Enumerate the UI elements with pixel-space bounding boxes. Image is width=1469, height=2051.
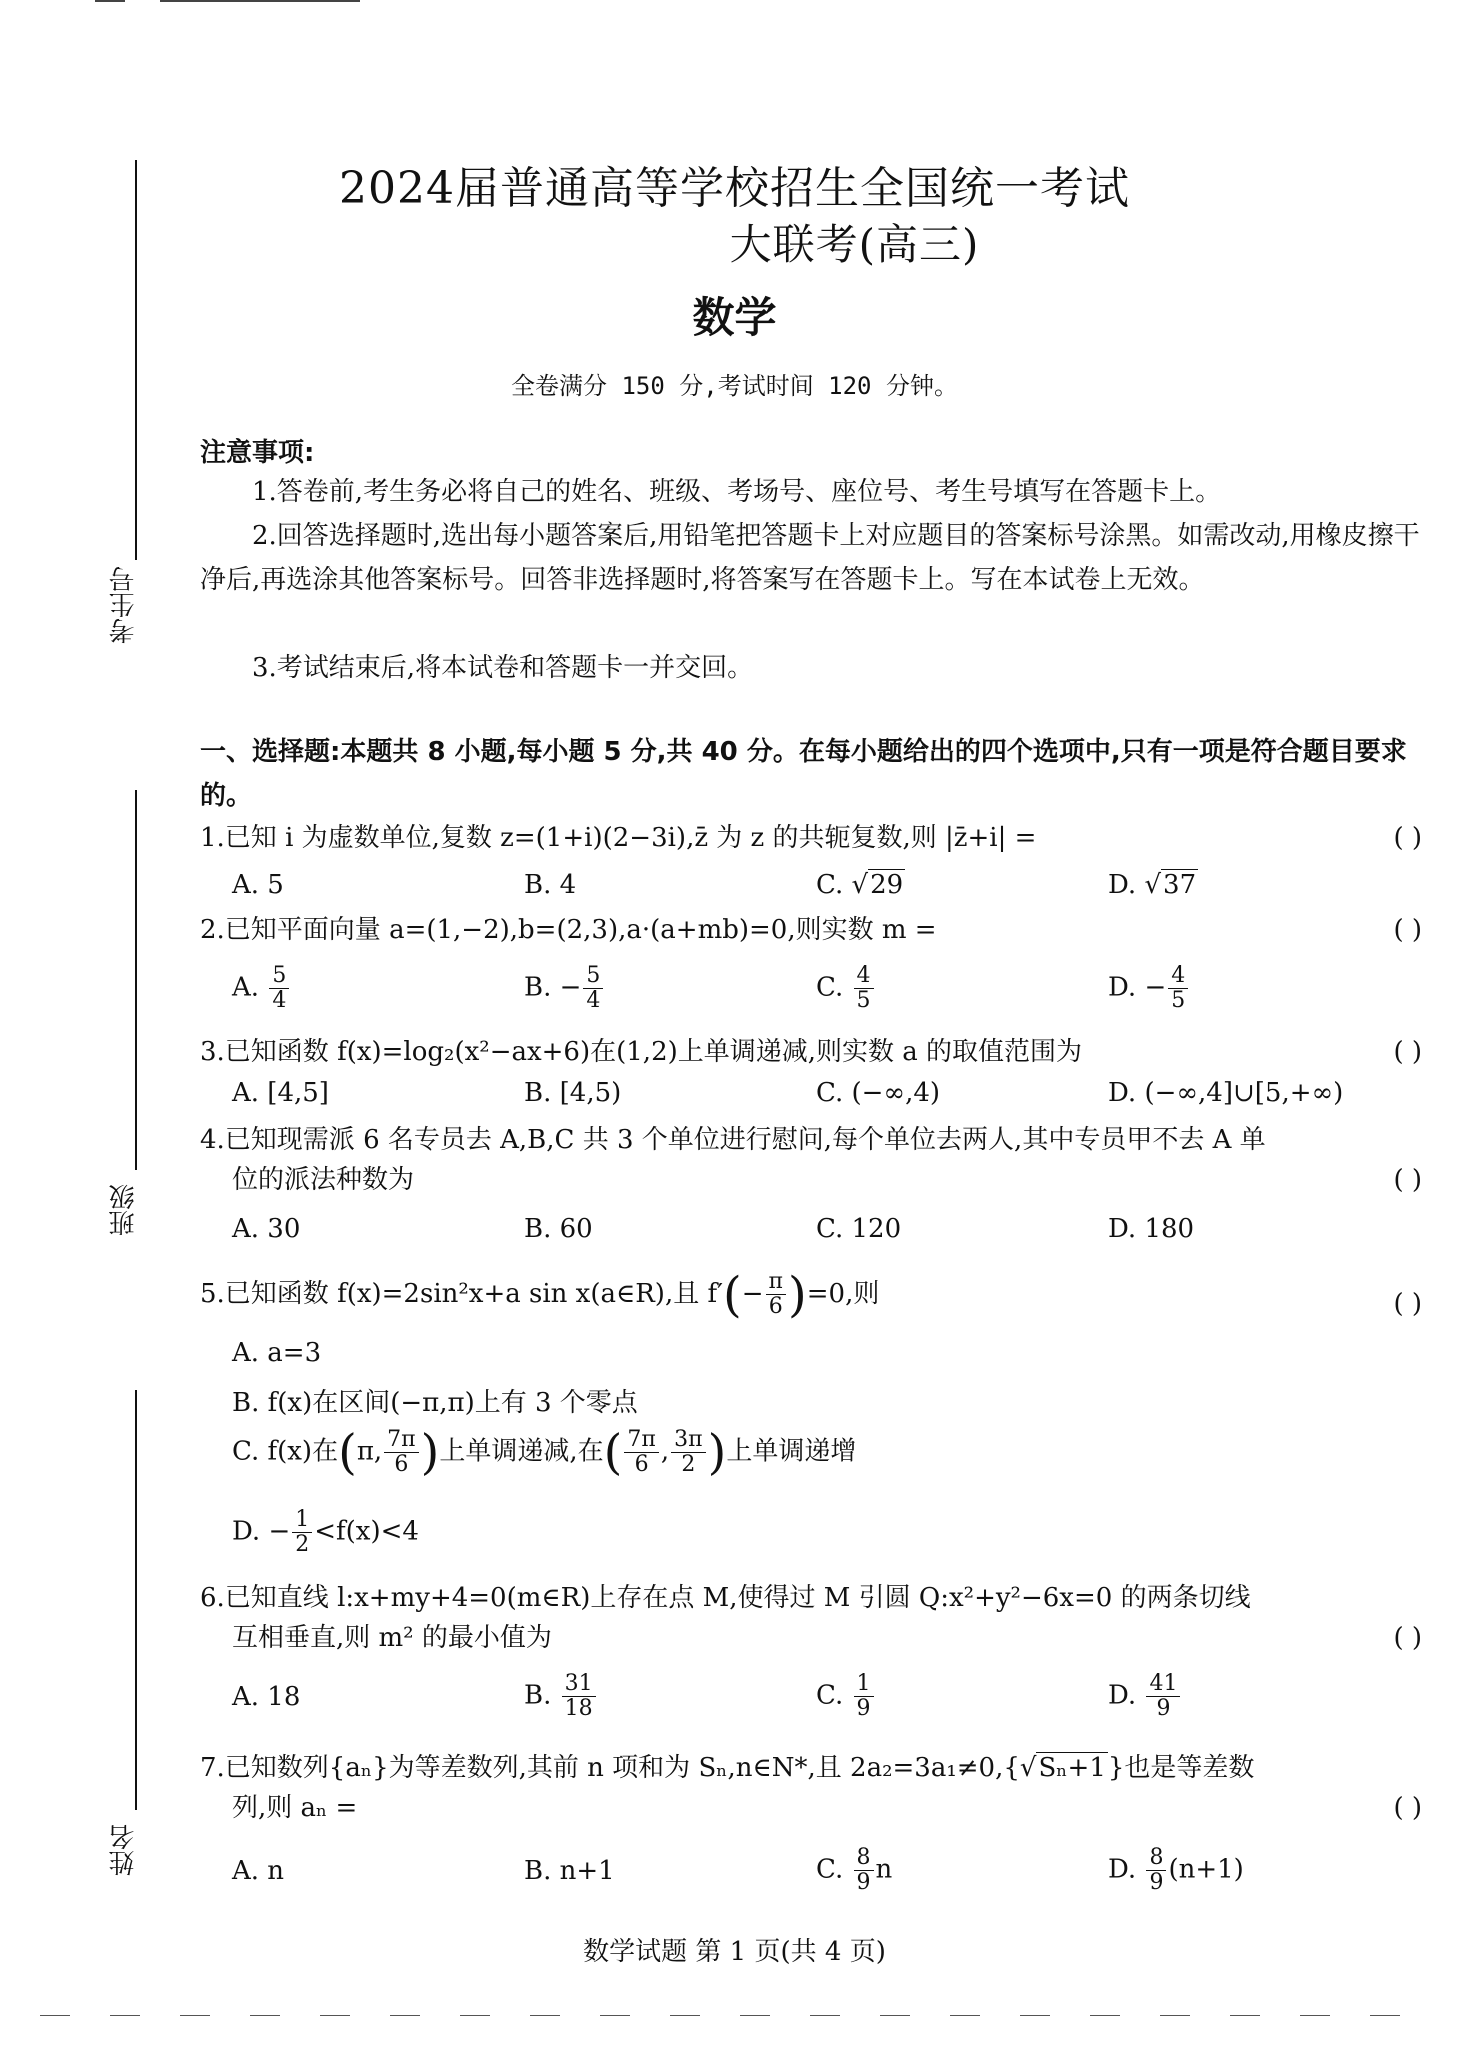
option-d: D. $\frac{8}{9}$ (n+1) (1108, 1845, 1244, 1895)
option-a: A. n (232, 1856, 285, 1886)
option-b: B. 60 (524, 1214, 593, 1244)
question-stem: 列,则 aₙ = (232, 1793, 358, 1823)
notice-item-1: 1.答卷前,考生务必将自己的姓名、班级、考场号、座位号、考生号填写在答题卡上。 (252, 477, 1222, 507)
answer-paren: ( ) (1393, 1623, 1422, 1653)
question-4 (200, 1120, 1422, 1200)
option-b: B. f(x)在区间(−π,π)上有 3 个零点 (232, 1388, 638, 1418)
score-info: 全卷满分 150 分,考试时间 120 分钟。 (511, 372, 958, 400)
option-a: A. 5 (232, 870, 284, 900)
option-b: B. − $\frac{5}{4}$ (524, 964, 605, 1013)
question-stem: 6.已知直线 l:x+my+4=0(m∈R)上存在点 M,使得过 M 引圆 Q:x²+y²−6x=0 的两条切线 (200, 1583, 1251, 1613)
section-heading: 一、选择题:本题共 8 小题,每小题 5 分,共 40 分。在每小题给出的四个选项中,只有一项是符合题目要求的。 (200, 737, 1407, 811)
option-d: D. − $\frac{4}{5}$ (1108, 964, 1190, 1013)
question-3 (200, 1032, 1422, 1072)
option-d: D. $\frac{41}{9}$ (1108, 1672, 1182, 1721)
option-a: A. 30 (232, 1214, 301, 1244)
option-b: B. 4 (524, 870, 577, 900)
option-d: D. (−∞,4]∪[5,+∞) (1108, 1078, 1344, 1108)
option-d: D. 180 (1108, 1214, 1195, 1244)
answer-paren: ( ) (1393, 1037, 1422, 1067)
notice-item-3: 3.考试结束后,将本试卷和答题卡一并交回。 (252, 653, 754, 683)
page-footer: 数学试题 第 1 页(共 4 页) (583, 1937, 886, 1967)
option-c: C. √29 (816, 870, 904, 900)
top-dash (95, 0, 125, 2)
option-c: C. $\frac{8}{9}$ n (816, 1845, 893, 1895)
option-d: D. − $\frac{1}{2}$ <f(x)<4 (232, 1507, 419, 1557)
question-stem: 位的派法种数为 (232, 1165, 415, 1195)
answer-paren: ( ) (1393, 1165, 1422, 1195)
question-6 (200, 1578, 1422, 1658)
option-c: C. $\frac{4}{5}$ (816, 964, 876, 1013)
exam-subtitle: 大联考(高三) (729, 220, 980, 269)
option-c: C. $\frac{1}{9}$ (816, 1672, 876, 1721)
notice-item-2: 2.回答选择题时,选出每小题答案后,用铅笔把答题卡上对应题目的答案标号涂黑。如需改动,用橡皮擦干净后,再选涂其他答案标号。回答非选择题时,将答案写在答题卡上。写在本试卷上无效。 (200, 521, 1420, 595)
name-label: 姓名 (109, 1824, 139, 1876)
question-stem: 5.已知函数 f(x)=2sin²x+a sin x(a∈R),且 f′(− $\frac{\pi}{6}$ )=0,则 (200, 1266, 880, 1323)
name-line (135, 1390, 137, 1810)
question-stem: 3.已知函数 f(x)=log₂(x²−ax+6)在(1,2)上单调递减,则实数 a 的取值范围为 (200, 1037, 1083, 1067)
question-1 (200, 818, 1422, 858)
option-b: B. $\frac{31}{18}$ (524, 1672, 598, 1721)
question-7 (200, 1748, 1422, 1828)
option-c: C. (−∞,4) (816, 1078, 941, 1108)
answer-paren: ( ) (1393, 1289, 1422, 1319)
option-b: B. [4,5) (524, 1078, 622, 1108)
subject-title: 数学 (692, 293, 777, 342)
question-2 (200, 910, 1422, 950)
bottom-dash (40, 2015, 1420, 2016)
notice-title: 注意事项: (200, 438, 315, 468)
option-a: A. [4,5] (232, 1078, 329, 1108)
option-a: A. $\frac{5}{4}$ (232, 964, 291, 1013)
question-stem: 互相垂直,则 m² 的最小值为 (232, 1623, 552, 1653)
option-c: C. 120 (816, 1214, 902, 1244)
answer-paren: ( ) (1393, 915, 1422, 945)
option-b: B. n+1 (524, 1856, 615, 1886)
option-d: D. √37 (1108, 870, 1197, 900)
question-stem: 4.已知现需派 6 名专员去 A,B,C 共 3 个单位进行慰问,每个单位去两人,其中专员甲不去 A 单 (200, 1125, 1266, 1155)
option-c: C. f(x)在(π, $\frac{7\pi}{6}$ )上单调递减,在( $\frac{7\pi}{6}$ , $\frac{3\pi}{2}$ )上单调递增 (232, 1424, 857, 1481)
option-a: A. 18 (232, 1682, 301, 1712)
exam-title: 2024届普通高等学校招生全国统一考试 (339, 163, 1130, 214)
question-stem: 2.已知平面向量 a=(1,−2),b=(2,3),a·(a+mb)=0,则实数 m = (200, 915, 937, 945)
question-stem: 7.已知数列{aₙ}为等差数列,其前 n 项和为 Sₙ,n∈N*,且 2a₂=3a₁≠0,{√Sₙ+1}也是等差数 (200, 1753, 1255, 1783)
top-dash (160, 0, 360, 2)
class-label: 班级 (109, 1184, 139, 1236)
question-5 (200, 1266, 1422, 1323)
class-line (135, 790, 137, 1170)
answer-paren: ( ) (1393, 1793, 1422, 1823)
answer-paren: ( ) (1393, 823, 1422, 853)
option-a: A. a=3 (232, 1338, 322, 1368)
exam-no-label: 考生号 (109, 566, 139, 644)
question-stem: 1.已知 i 为虚数单位,复数 z=(1+i)(2−3i),z̄ 为 z 的共轭复数,则 |z̄+i| = (200, 823, 1037, 853)
